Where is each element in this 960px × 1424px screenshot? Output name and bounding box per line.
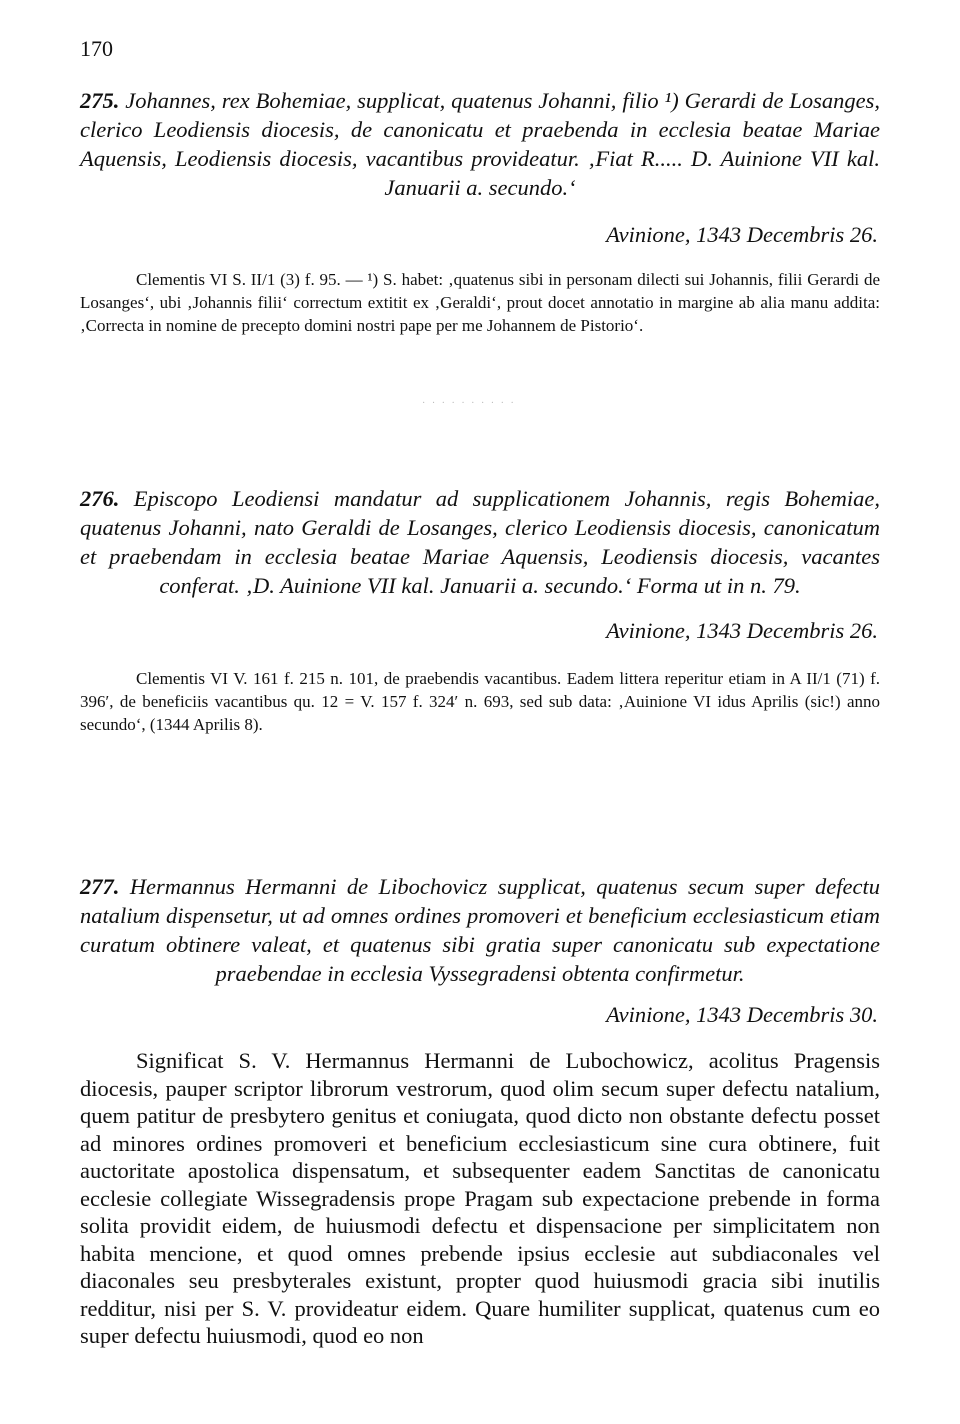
entry-275-note: Clementis VI S. II/1 (3) f. 95. — ¹) S. habet: ‚quatenus sibi in personam dilecti sui Johannis, filii Gerardi de Losanges‘, ubi ‚Johannis filii‘ correctum extitit ex ‚Geraldi‘, prout docet annotatio in margine ab alia manu addita: ‚Correcta in nomine de precepto domini nostri pape per me Johannem de Pistorio‘. [80,270,880,335]
entry-text: Episcopo Leodiensi mandatur ad supplicationem Johannis, regis Bohemiae, quatenus Johanni, nato Geraldi de Losanges, clerico Leodiensis diocesis, canonicatum et praebendam in ecclesia beatae Mariae Aquensis, Leodiensis diocesis, vacantes conferat. ‚D. Auinione VII kal. Januarii a. secundo.‘ Forma ut in n. 79. [80,486,881,598]
separator-dots: · · · · · · · · · · [422,398,516,409]
entry-text: Johannes, rex Bohemiae, supplicat, quatenus Johanni, filio ¹) Gerardi de Losanges, clerico Leodiensis diocesis, de canonicatu et praebenda in ecclesia beatae Mariae Aquensis, Leodiensis diocesis, vacantibus provideatur. ‚Fiat R..... D. Auinione VII kal. Januarii a. secundo.‘ [80,88,881,200]
entry-276-date: Avinione, 1343 Decembris 26. [606,618,878,643]
entry-number: 277. [80,874,120,899]
entry-275-date: Avinione, 1343 Decembris 26. [606,222,878,247]
page-number: 170 [80,36,113,61]
entry-276-summary [80,484,880,600]
entry-276-note: Clementis VI V. 161 f. 215 n. 101, de praebendis vacantibus. Eadem littera reperitur etiam in A II/1 (71) f. 396′, de beneficiis vacantibus qu. 12 = V. 157 f. 324′ n. 693, sed sub data: ‚Auinione VI idus Aprilis (sic!) anno secundo‘, (1344 Aprilis 8). [80,669,880,734]
entry-277-body: Significat S. V. Hermannus Hermanni de Lubochowicz, acolitus Pragensis diocesis, pauper scriptor librorum vestrorum, quod olim secum super defectu natalium, quem patitur de presbytero genitus et coniugata, quod dicto non obstante defectu posset ad minores ordines promoveri et beneficium ecclesiasticum sine cura obtinere, fuit auctoritate apostolica dispensatum, et subsequenter eadem Sanctitas de canonicatu ecclesie collegiate Wissegradensis prope Pragam sub expectacione prebende in forma solita providit eidem, de huiusmodi defectu et dispensacione per simplicitatem non habita mencione, et quod omnes prebende ipsius ecclesie aut subdiaconales vel diaconales seu presbyterales existunt, propter quod huiusmodi gracia sibi inutilis redditur, nisi per S. V. provideatur eidem. Quare humiliter supplicat, quatenus cum eo super defectu huiusmodi, quod eo non [80,1048,880,1348]
entry-275-summary [80,86,880,202]
entry-number: 275. [80,88,120,113]
entry-text: Hermannus Hermanni de Libochovicz supplicat, quatenus secum super defectu natalium dispensetur, ut ad omnes ordines promoveri et beneficium ecclesiasticum etiam curatum obtinere valeat, et quatenus sibi gratia super canonicatu sub expectatione praebendae in ecclesia Vyssegradensi obtenta confirmetur. [80,874,881,986]
entry-277-summary [80,872,880,988]
entry-277-date: Avinione, 1343 Decembris 30. [606,1002,878,1027]
entry-number: 276. [80,486,120,511]
